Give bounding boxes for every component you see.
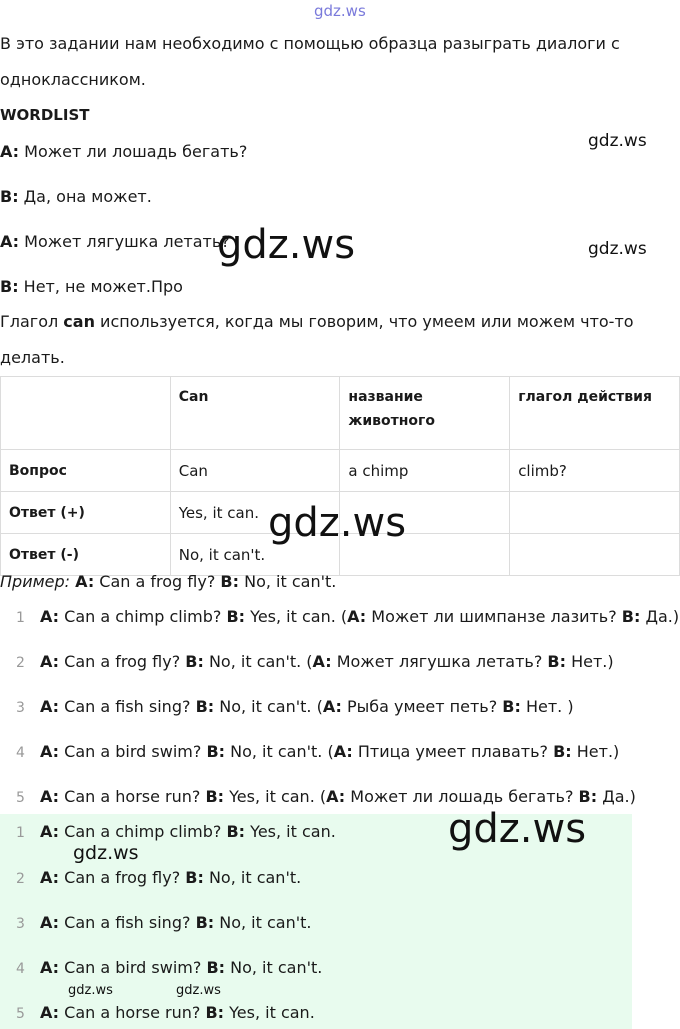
list-item-text: A: Can a horse run? B: Yes, it can. (A: Может ли лошадь бегать? B: Да.)	[40, 787, 636, 806]
wordlist-a2-text: Может лягушка летать?	[19, 232, 230, 251]
table-header-cell: Can	[170, 377, 340, 450]
speaker-a: A:	[75, 572, 95, 591]
watermark-8: gdz.ws	[176, 983, 221, 998]
watermark-1: gdz.ws	[588, 131, 647, 151]
table-row	[1, 450, 680, 492]
watermark-7: gdz.ws	[68, 983, 113, 998]
grammar-prefix: Глагол	[0, 312, 64, 331]
table-cell: climb?	[510, 450, 680, 492]
list-number: 3	[16, 700, 25, 716]
list-number: 2	[16, 655, 25, 671]
list-number: 4	[16, 745, 25, 761]
speaker-b: B:	[220, 572, 240, 591]
table-cell	[510, 492, 680, 534]
list-item-text: A: Can a chimp climb? B: Yes, it can.	[40, 822, 336, 841]
grammar-line-1	[0, 312, 634, 331]
speaker-b: B:	[0, 277, 19, 296]
list-item-text: A: Can a bird swim? B: No, it can't.	[40, 958, 323, 977]
grammar-table	[0, 376, 680, 576]
wordlist-a1-text: Может ли лошадь бегать?	[19, 142, 248, 161]
list-number: 1	[16, 610, 25, 626]
watermark-5: gdz.ws	[448, 806, 587, 852]
wordlist-b2-text: Нет, не может.Про	[18, 277, 183, 296]
table-cell: No, it can't.	[170, 534, 340, 576]
list-number: 5	[16, 790, 25, 806]
watermark-6: gdz.ws	[73, 842, 139, 864]
table-cell: Can	[170, 450, 340, 492]
list-item-text: A: Can a fish sing? B: No, it can't. (A: Рыба умеет петь? B: Нет. )	[40, 697, 574, 716]
speaker-a: A:	[0, 142, 20, 161]
list-item-text: A: Can a horse run? B: Yes, it can.	[40, 1003, 315, 1022]
example-label: Пример:	[0, 572, 71, 591]
list-item-text: A: Can a chimp climb? B: Yes, it can. (A: Может ли шимпанзе лазить? B: Да.)	[40, 607, 680, 626]
wordlist-line-b2	[0, 277, 183, 296]
wordlist-line-a2	[0, 232, 230, 251]
table-cell	[510, 534, 680, 576]
intro-line-2: одноклассником.	[0, 70, 146, 89]
grammar-suffix: используется, когда мы говорим, что умеем или можем что-то	[94, 312, 634, 331]
wordlist-heading: WORDLIST	[0, 106, 90, 124]
example-question: Can a frog fly?	[94, 572, 221, 591]
list-number: 5	[16, 1006, 25, 1022]
intro-line-1: В это задании нам необходимо с помощью образца разыграть диалоги с	[0, 34, 620, 53]
table-cell: a chimp	[340, 450, 510, 492]
table-cell: Ответ (+)	[1, 492, 171, 534]
list-number: 2	[16, 871, 25, 887]
wordlist-line-a1	[0, 142, 247, 161]
list-item-text: A: Can a frog fly? B: No, it can't. (A: Может лягушка летать? B: Нет.)	[40, 652, 614, 671]
wordlist-b1-text: Да, она может.	[18, 187, 152, 206]
example-line	[0, 572, 336, 591]
watermark-4: gdz.ws	[268, 500, 407, 546]
grammar-line-2: делать.	[0, 348, 65, 367]
watermark-top: gdz.ws	[314, 2, 366, 20]
wordlist-line-b1	[0, 187, 152, 206]
table-header-cell: название животного	[340, 377, 510, 450]
list-number: 1	[16, 825, 25, 841]
speaker-a: A:	[0, 232, 20, 251]
table-header-row	[1, 377, 680, 450]
list-item-text: A: Can a fish sing? B: No, it can't.	[40, 913, 312, 932]
speaker-b: B:	[0, 187, 19, 206]
table-cell: Ответ (-)	[1, 534, 171, 576]
watermark-2: gdz.ws	[217, 222, 356, 268]
list-number: 4	[16, 961, 25, 977]
list-number: 3	[16, 916, 25, 932]
table-header-cell: глагол действия	[510, 377, 680, 450]
table-header-cell	[1, 377, 171, 450]
example-answer: No, it can't.	[239, 572, 337, 591]
list-item-text: A: Can a frog fly? B: No, it can't.	[40, 868, 302, 887]
watermark-3: gdz.ws	[588, 239, 647, 259]
table-cell: Вопрос	[1, 450, 171, 492]
list-item-text: A: Can a bird swim? B: No, it can't. (A: Птица умеет плавать? B: Нет.)	[40, 742, 620, 761]
grammar-keyword: can	[63, 312, 95, 331]
table-cell: Yes, it can.	[170, 492, 340, 534]
